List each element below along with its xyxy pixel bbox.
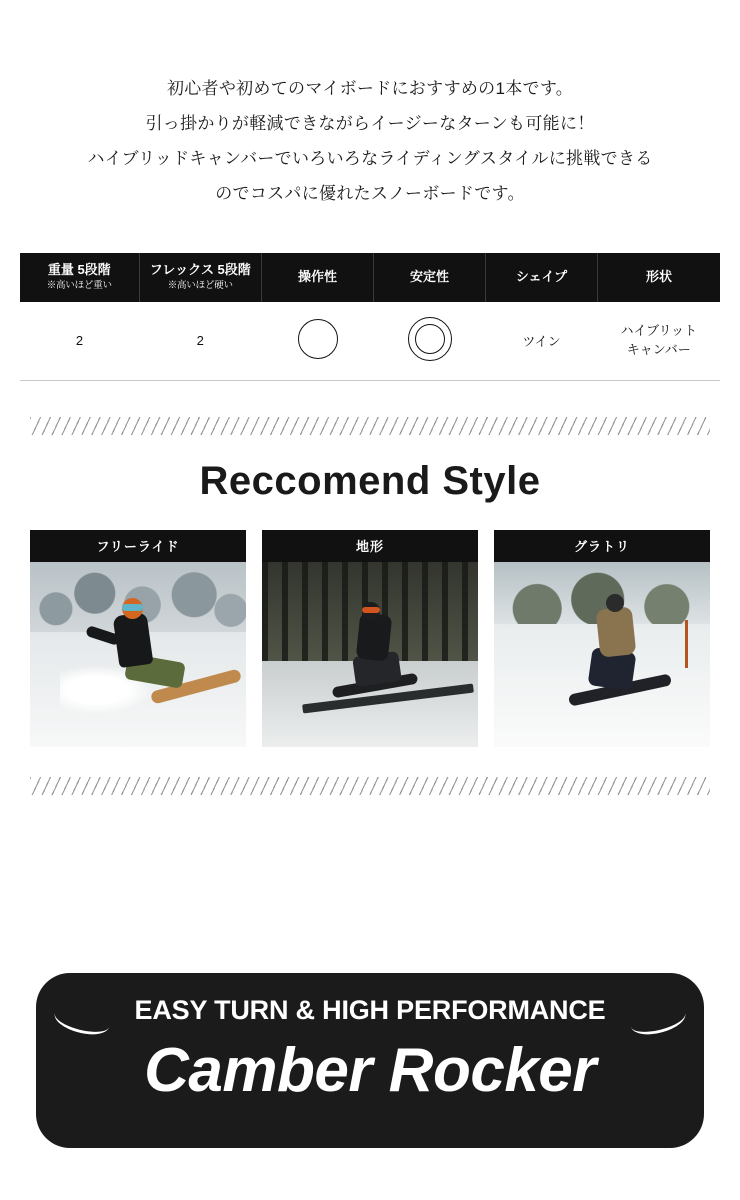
rider-head-decor bbox=[606, 594, 624, 612]
cell-flex-value: 2 bbox=[196, 333, 204, 348]
intro-line-4: のでコスパに優れたスノーボードです。 bbox=[215, 183, 525, 203]
col-header-operability bbox=[262, 253, 374, 301]
cell-profile-line2: キャンバー bbox=[626, 341, 691, 357]
badge-title: Camber Rocker bbox=[144, 1036, 596, 1105]
card-label-freeride: フリーライド bbox=[30, 530, 246, 562]
cell-profile-line1: ハイブリット bbox=[620, 322, 698, 338]
card-label-groundtrick: グラトリ bbox=[494, 530, 710, 562]
recommend-style-cards bbox=[30, 530, 710, 747]
hatched-divider-top bbox=[30, 417, 710, 435]
double-circle-icon bbox=[408, 317, 452, 361]
rider-goggle-decor bbox=[362, 607, 380, 613]
col-header-flex bbox=[139, 253, 262, 301]
col-header-weight bbox=[20, 253, 139, 301]
col-header-profile-title: 形状 bbox=[645, 268, 672, 284]
rider-body-decor bbox=[596, 606, 637, 658]
cell-profile-value bbox=[598, 302, 721, 380]
col-header-weight-title: 重量 5段階 bbox=[47, 262, 111, 278]
badge-subtitle: EASY TURN & HIGH PERFORMANCE bbox=[134, 995, 606, 1025]
groundtrick-photo bbox=[494, 562, 710, 747]
col-header-shape bbox=[486, 253, 598, 301]
cell-shape-value: ツイン bbox=[522, 334, 561, 349]
spec-table-wrapper bbox=[20, 253, 720, 380]
col-header-profile bbox=[598, 253, 721, 301]
intro-line-1: 初心者や初めてのマイボードにおすすめの1本です。 bbox=[166, 79, 574, 98]
table-header-row bbox=[20, 253, 720, 301]
list-item bbox=[494, 530, 710, 747]
intro-paragraph bbox=[0, 0, 740, 211]
single-circle-icon bbox=[298, 319, 338, 359]
course-pole-decor bbox=[685, 620, 688, 668]
powder-rider-photo bbox=[30, 562, 246, 747]
col-header-stability-title: 安定性 bbox=[409, 268, 449, 284]
intro-line-3: ハイブリッドキャンバーでいろいろなライディングスタイルに挑戦できる bbox=[87, 148, 653, 168]
col-header-flex-title: フレックス 5段階 bbox=[149, 262, 251, 278]
cell-stability-value bbox=[374, 302, 486, 380]
list-item bbox=[30, 530, 246, 747]
list-item bbox=[262, 530, 478, 747]
spec-table-body bbox=[20, 302, 720, 380]
card-label-terrain: 地形 bbox=[262, 530, 478, 562]
intro-line-2: 引っ掛かりが軽減できながらイージーなターンも可能に！ bbox=[145, 113, 595, 133]
spec-table bbox=[20, 253, 720, 379]
col-header-flex-note: ※高いほど硬い bbox=[167, 279, 233, 291]
spec-table-header bbox=[20, 253, 720, 301]
rider-goggle-decor bbox=[122, 604, 143, 611]
rider-body-decor bbox=[113, 611, 154, 667]
cell-weight-value: 2 bbox=[75, 333, 84, 348]
col-header-stability bbox=[374, 253, 486, 301]
terrain-jib-photo bbox=[262, 562, 478, 747]
recommend-style-title: Reccomend Style bbox=[199, 458, 541, 503]
hatched-divider-bottom bbox=[30, 777, 710, 795]
camber-rocker-badge bbox=[36, 973, 704, 1148]
col-header-weight-note: ※高いほど重い bbox=[46, 279, 112, 291]
table-row bbox=[20, 302, 720, 380]
col-header-operability-title: 操作性 bbox=[297, 268, 337, 284]
col-header-shape-title: シェイプ bbox=[515, 268, 568, 284]
cell-operability-value bbox=[262, 302, 374, 380]
